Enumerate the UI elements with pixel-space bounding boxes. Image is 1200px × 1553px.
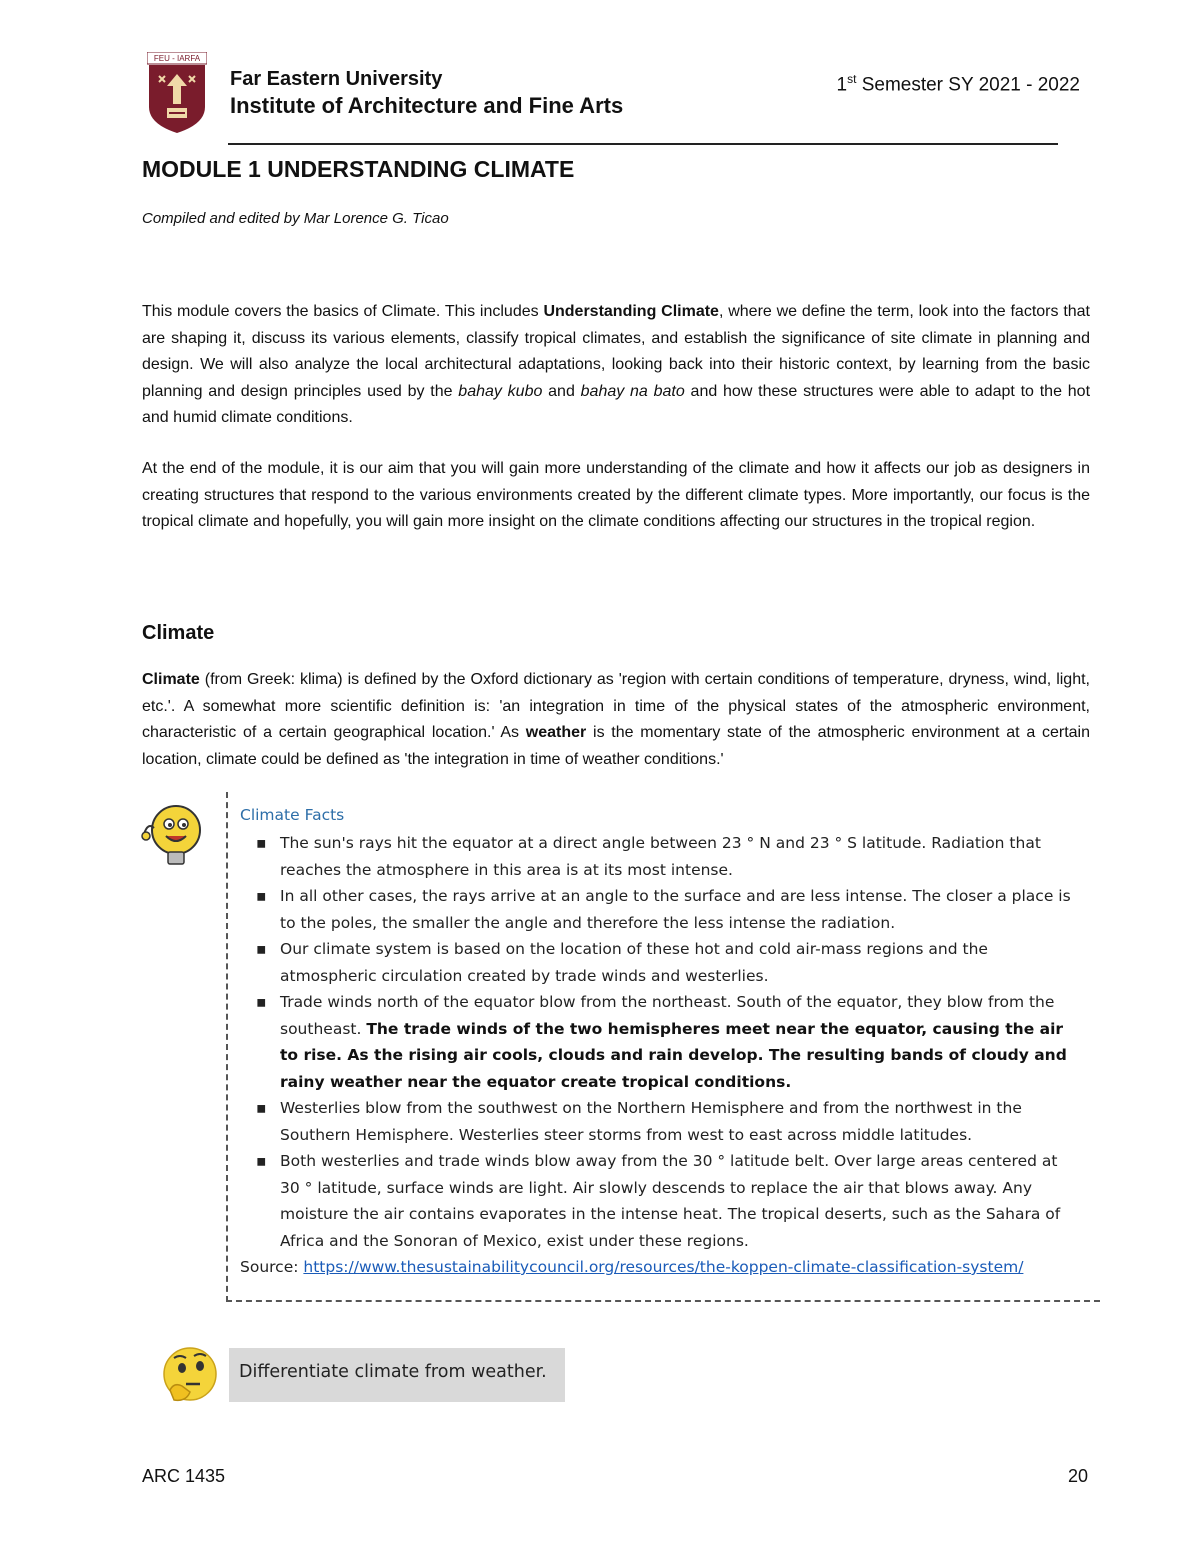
source-link[interactable]: https://www.thesustainabilitycouncil.org/resources/the-koppen-climate-classification-system/: [303, 1258, 1024, 1276]
list-item: ▪ Our climate system is based on the location of these hot and cold air-mass regions and the atmospheric circulation created by trade winds and westerlies.: [280, 936, 1080, 989]
list-item: ▪ Westerlies blow from the southwest on the Northern Hemisphere and from the northwest in the Southern Hemisphere. Westerlies steer storms from west to east across middle latitudes.: [280, 1095, 1080, 1148]
discussion-prompt: Differentiate climate from weather.: [229, 1348, 565, 1402]
list-item: ▪ Trade winds north of the equator blow from the northeast. South of the equator, they blow from the southeast. The trade winds of the two hemispheres meet near the equator, causing the air to rise. As the rising air cools, clouds and rain develop. The resulting bands of cloudy and rainy weather near the equator create tropical conditions.: [280, 989, 1080, 1095]
bullet-icon: ▪: [256, 887, 267, 905]
list-item: ▪ The sun's rays hit the equator at a direct angle between 23 ° N and 23 ° S latitude. Radiation that reaches the atmosphere in this area is at its most intense.: [280, 830, 1080, 883]
section-heading-climate: Climate: [142, 622, 215, 644]
lightbulb-mascot-icon: [138, 800, 210, 872]
bullet-icon: ▪: [256, 834, 267, 852]
climate-facts-title: Climate Facts: [240, 806, 345, 824]
bullet-icon: ▪: [256, 1152, 267, 1170]
intro-paragraph-1: This module covers the basics of Climate. This includes Understanding Climate, where we define the term, look into the factors that are shaping it, discuss its various elements, classify tropical climates, and establish the significance of site climate in planning and design. We will also analyze the local architectural adaptations, looking back into their historic context, by learning from the basic planning and design principles used by the bahay kubo and bahay na bato and how these structures were able to adapt to the hot and humid climate conditions.: [142, 303, 1091, 426]
list-item: ▪ In all other cases, the rays arrive at an angle to the surface and are less intense. The closer a place is to the poles, the smaller the angle and therefore the less intense the radiation.: [280, 883, 1080, 936]
page-number: 20: [1067, 1466, 1088, 1486]
institute-name: Institute of Architecture and Fine Arts: [230, 93, 624, 118]
bullet-icon: ▪: [256, 993, 267, 1011]
bullet-icon: ▪: [256, 940, 267, 958]
logo-text: FEU - IARFA: [153, 54, 201, 63]
list-item: ▪ Both westerlies and trade winds blow away from the 30 ° latitude belt. Over large areas centered at 30 ° latitude, surface winds are light. Air slowly descends to replace the air that blows away. Any moisture the air contains evaporates in the intense heat. The tropical deserts, such as the Sahara of Africa and the Sonoran of Mexico, exist under these regions.: [280, 1148, 1080, 1254]
university-name: Far Eastern University: [230, 68, 443, 90]
semester-label: 1st Semester SY 2021 - 2022: [836, 72, 1080, 96]
compiled-by: Compiled and edited by Mar Lorence G. Ticao: [142, 210, 449, 227]
climate-definition-paragraph: Climate (from Greek: klima) is defined by the Oxford dictionary as 'region with certain conditions of temperature, dryness, wind, light, etc.'. A somewhat more scientific definition is: 'an integration in time of the physical states of the atmospheric environment, characteristic of a certain geographical location.' As weather is the momentary state of the atmospheric environment at a certain location, climate could be defined as 'the integration in time of weather conditions.': [142, 671, 1091, 768]
facts-source: Source: https://www.thesustainabilitycouncil.org/resources/the-koppen-climate-classification-system/: [240, 1258, 1024, 1276]
climate-facts-box: [226, 792, 1100, 1302]
feu-iarfa-logo-icon: [147, 52, 207, 134]
course-code: ARC 1435: [142, 1466, 226, 1486]
module-title: MODULE 1 UNDERSTANDING CLIMATE: [142, 156, 575, 182]
header-divider: [228, 143, 1058, 145]
thinking-face-icon: [160, 1346, 220, 1408]
bullet-icon: ▪: [256, 1099, 267, 1117]
climate-facts-list: [240, 830, 1100, 1254]
intro-paragraph-2: At the end of the module, it is our aim that you will gain more understanding of the climate and how it affects our job as designers in creating structures that respond to the various environments created by the different climate types. More importantly, our focus is the tropical climate and hopefully, you will gain more insight on the climate conditions affecting our structures in the tropical region.: [142, 460, 1090, 530]
